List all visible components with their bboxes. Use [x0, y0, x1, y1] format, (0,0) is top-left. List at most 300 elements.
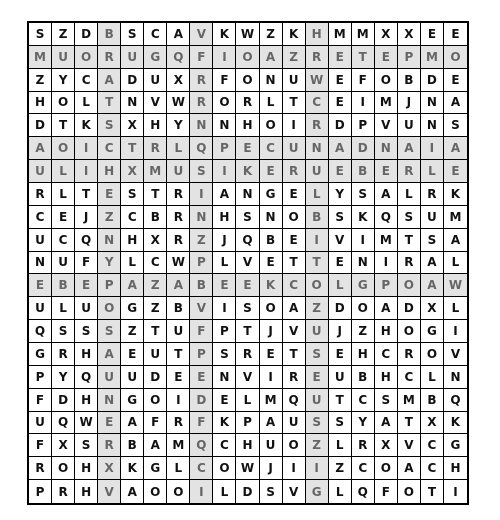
grid-cell[interactable]: V [283, 320, 306, 343]
grid-cell[interactable]: X [52, 434, 75, 457]
grid-cell[interactable]: S [213, 343, 236, 366]
grid-cell[interactable]: U [144, 69, 167, 92]
grid-cell[interactable]: I [306, 229, 329, 252]
grid-cell[interactable]: D [329, 297, 352, 320]
grid-cell[interactable]: R [98, 46, 121, 69]
grid-cell[interactable]: K [236, 160, 259, 183]
grid-cell[interactable]: X [121, 114, 144, 137]
grid-cell[interactable]: Q [283, 389, 306, 412]
grid-cell[interactable]: H [375, 366, 398, 389]
grid-cell[interactable]: R [52, 343, 75, 366]
grid-cell[interactable]: Y [352, 412, 375, 435]
grid-cell[interactable]: Y [52, 366, 75, 389]
grid-cell[interactable]: U [260, 434, 283, 457]
grid-cell[interactable]: V [236, 252, 259, 275]
grid-cell[interactable]: E [421, 23, 444, 46]
grid-cell[interactable]: V [375, 114, 398, 137]
grid-cell[interactable]: I [213, 160, 236, 183]
grid-cell[interactable]: C [75, 69, 98, 92]
grid-cell[interactable]: S [75, 434, 98, 457]
grid-cell[interactable]: I [283, 114, 306, 137]
grid-cell[interactable]: S [444, 114, 467, 137]
grid-cell[interactable]: P [213, 320, 236, 343]
grid-cell[interactable]: I [213, 297, 236, 320]
grid-cell[interactable]: W [306, 69, 329, 92]
grid-cell[interactable]: I [352, 92, 375, 115]
grid-cell[interactable]: E [329, 46, 352, 69]
grid-cell[interactable]: A [144, 434, 167, 457]
grid-cell[interactable]: S [75, 320, 98, 343]
grid-cell[interactable]: E [329, 252, 352, 275]
grid-cell[interactable]: N [260, 206, 283, 229]
grid-cell[interactable]: O [260, 297, 283, 320]
grid-cell[interactable]: E [375, 160, 398, 183]
grid-cell[interactable]: A [375, 297, 398, 320]
grid-cell[interactable]: X [121, 160, 144, 183]
grid-cell[interactable]: O [144, 480, 167, 503]
grid-cell[interactable]: Q [52, 412, 75, 435]
grid-cell[interactable]: I [190, 480, 213, 503]
grid-cell[interactable]: L [306, 183, 329, 206]
grid-cell[interactable]: H [444, 457, 467, 480]
grid-cell[interactable]: U [306, 389, 329, 412]
grid-cell[interactable]: X [167, 69, 190, 92]
grid-cell[interactable]: N [236, 183, 259, 206]
grid-cell[interactable]: P [213, 137, 236, 160]
grid-cell[interactable]: Z [306, 434, 329, 457]
grid-cell[interactable]: E [236, 274, 259, 297]
grid-cell[interactable]: K [213, 23, 236, 46]
grid-cell[interactable]: E [98, 183, 121, 206]
grid-cell[interactable]: L [398, 183, 421, 206]
grid-cell[interactable]: Y [52, 69, 75, 92]
grid-cell[interactable]: L [75, 92, 98, 115]
grid-cell[interactable]: G [352, 274, 375, 297]
grid-cell[interactable]: V [190, 23, 213, 46]
grid-cell[interactable]: E [260, 343, 283, 366]
grid-cell[interactable]: Z [121, 320, 144, 343]
grid-cell[interactable]: N [421, 114, 444, 137]
grid-cell[interactable]: N [190, 206, 213, 229]
grid-cell[interactable]: T [329, 389, 352, 412]
grid-cell[interactable]: U [29, 160, 52, 183]
grid-cell[interactable]: S [398, 206, 421, 229]
grid-cell[interactable]: U [283, 412, 306, 435]
grid-cell[interactable]: J [329, 320, 352, 343]
grid-cell[interactable]: W [236, 457, 259, 480]
grid-cell[interactable]: T [283, 252, 306, 275]
grid-cell[interactable]: F [213, 69, 236, 92]
grid-cell[interactable]: R [29, 183, 52, 206]
grid-cell[interactable]: C [375, 343, 398, 366]
grid-cell[interactable]: O [167, 480, 190, 503]
grid-cell[interactable]: N [260, 69, 283, 92]
grid-cell[interactable]: O [398, 480, 421, 503]
grid-cell[interactable]: F [75, 252, 98, 275]
grid-cell[interactable]: S [306, 343, 329, 366]
grid-cell[interactable]: T [306, 252, 329, 275]
grid-cell[interactable]: A [444, 229, 467, 252]
grid-cell[interactable]: O [375, 457, 398, 480]
grid-cell[interactable]: X [421, 412, 444, 435]
grid-cell[interactable]: O [75, 46, 98, 69]
grid-cell[interactable]: E [213, 274, 236, 297]
grid-cell[interactable]: M [352, 23, 375, 46]
grid-cell[interactable]: B [421, 389, 444, 412]
grid-cell[interactable]: N [121, 92, 144, 115]
grid-cell[interactable]: O [283, 434, 306, 457]
grid-cell[interactable]: S [260, 480, 283, 503]
grid-cell[interactable]: W [167, 92, 190, 115]
grid-cell[interactable]: T [398, 229, 421, 252]
grid-cell[interactable]: L [213, 480, 236, 503]
grid-cell[interactable]: F [144, 412, 167, 435]
grid-cell[interactable]: B [52, 274, 75, 297]
grid-cell[interactable]: R [190, 92, 213, 115]
grid-cell[interactable]: X [98, 457, 121, 480]
grid-cell[interactable]: V [398, 434, 421, 457]
grid-cell[interactable]: E [444, 23, 467, 46]
grid-cell[interactable]: E [444, 69, 467, 92]
grid-cell[interactable]: O [421, 343, 444, 366]
grid-cell[interactable]: S [121, 183, 144, 206]
grid-cell[interactable]: K [260, 274, 283, 297]
grid-cell[interactable]: I [375, 252, 398, 275]
grid-cell[interactable]: L [444, 252, 467, 275]
grid-cell[interactable]: C [29, 206, 52, 229]
grid-cell[interactable]: U [306, 320, 329, 343]
grid-cell[interactable]: T [398, 412, 421, 435]
grid-cell[interactable]: R [283, 160, 306, 183]
grid-cell[interactable]: L [444, 297, 467, 320]
grid-cell[interactable]: S [121, 23, 144, 46]
grid-cell[interactable]: N [213, 114, 236, 137]
grid-cell[interactable]: S [375, 389, 398, 412]
grid-cell[interactable]: L [329, 274, 352, 297]
grid-cell[interactable]: S [190, 160, 213, 183]
grid-cell[interactable]: G [421, 320, 444, 343]
grid-cell[interactable]: N [306, 137, 329, 160]
grid-cell[interactable]: O [98, 297, 121, 320]
grid-cell[interactable]: A [29, 137, 52, 160]
grid-cell[interactable]: S [329, 412, 352, 435]
grid-cell[interactable]: B [352, 160, 375, 183]
grid-cell[interactable]: M [398, 389, 421, 412]
grid-cell[interactable]: V [283, 480, 306, 503]
grid-cell[interactable]: T [421, 480, 444, 503]
grid-cell[interactable]: O [283, 206, 306, 229]
grid-cell[interactable]: M [375, 229, 398, 252]
grid-cell[interactable]: L [213, 252, 236, 275]
grid-cell[interactable]: A [444, 137, 467, 160]
grid-cell[interactable]: E [329, 160, 352, 183]
grid-cell[interactable]: B [167, 297, 190, 320]
grid-cell[interactable]: N [444, 366, 467, 389]
grid-cell[interactable]: R [167, 206, 190, 229]
grid-cell[interactable]: O [260, 114, 283, 137]
grid-cell[interactable]: I [453, 484, 458, 499]
grid-cell[interactable]: G [144, 46, 167, 69]
grid-cell[interactable]: H [236, 114, 259, 137]
grid-cell[interactable]: A [98, 69, 121, 92]
grid-cell[interactable]: E [283, 229, 306, 252]
grid-cell[interactable]: H [121, 229, 144, 252]
grid-cell[interactable]: J [213, 229, 236, 252]
grid-cell[interactable]: W [167, 252, 190, 275]
grid-cell[interactable]: C [190, 457, 213, 480]
grid-cell[interactable]: A [98, 343, 121, 366]
grid-cell[interactable]: T [167, 343, 190, 366]
grid-cell[interactable]: L [329, 434, 352, 457]
grid-cell[interactable]: Q [352, 480, 375, 503]
grid-cell[interactable]: U [329, 366, 352, 389]
grid-cell[interactable]: R [236, 343, 259, 366]
grid-cell[interactable]: A [283, 297, 306, 320]
grid-cell[interactable]: L [167, 457, 190, 480]
grid-cell[interactable]: T [283, 343, 306, 366]
grid-cell[interactable]: U [167, 160, 190, 183]
grid-cell[interactable]: A [398, 457, 421, 480]
grid-cell[interactable]: U [398, 114, 421, 137]
grid-cell[interactable]: A [421, 274, 444, 297]
grid-cell[interactable]: W [236, 23, 259, 46]
grid-cell[interactable]: R [167, 183, 190, 206]
grid-cell[interactable]: U [306, 160, 329, 183]
grid-cell[interactable]: Q [167, 46, 190, 69]
grid-cell[interactable]: T [52, 114, 75, 137]
grid-cell[interactable]: N [352, 252, 375, 275]
grid-cell[interactable]: K [75, 114, 98, 137]
grid-cell[interactable]: D [190, 389, 213, 412]
grid-cell[interactable]: J [260, 457, 283, 480]
grid-cell[interactable]: Z [306, 297, 329, 320]
grid-cell[interactable]: F [190, 320, 213, 343]
grid-cell[interactable]: F [352, 69, 375, 92]
grid-cell[interactable]: S [352, 183, 375, 206]
grid-cell[interactable]: T [121, 137, 144, 160]
grid-cell[interactable]: O [306, 274, 329, 297]
grid-cell[interactable]: I [260, 366, 283, 389]
grid-cell[interactable]: R [398, 252, 421, 275]
grid-cell[interactable]: B [260, 229, 283, 252]
grid-cell[interactable]: C [121, 206, 144, 229]
grid-cell[interactable]: O [398, 320, 421, 343]
grid-cell[interactable]: T [144, 183, 167, 206]
grid-cell[interactable]: Y [329, 183, 352, 206]
grid-cell[interactable]: A [121, 480, 144, 503]
grid-cell[interactable]: I [75, 160, 98, 183]
grid-cell[interactable]: H [236, 434, 259, 457]
grid-cell[interactable]: X [375, 434, 398, 457]
grid-cell[interactable]: M [329, 23, 352, 46]
grid-cell[interactable]: L [121, 252, 144, 275]
grid-cell[interactable]: C [306, 92, 329, 115]
grid-cell[interactable]: R [52, 480, 75, 503]
grid-cell[interactable]: B [144, 206, 167, 229]
grid-cell[interactable]: V [444, 343, 467, 366]
grid-cell[interactable]: R [190, 69, 213, 92]
grid-cell[interactable]: E [283, 183, 306, 206]
grid-cell[interactable]: O [213, 457, 236, 480]
grid-cell[interactable]: B [121, 434, 144, 457]
grid-cell[interactable]: O [52, 137, 75, 160]
grid-cell[interactable]: T [283, 92, 306, 115]
grid-cell[interactable]: F [190, 46, 213, 69]
grid-cell[interactable]: K [213, 412, 236, 435]
grid-cell[interactable]: U [283, 137, 306, 160]
grid-cell[interactable]: G [144, 457, 167, 480]
grid-cell[interactable]: N [98, 389, 121, 412]
grid-cell[interactable]: I [352, 229, 375, 252]
grid-cell[interactable]: X [421, 297, 444, 320]
grid-cell[interactable]: L [236, 389, 259, 412]
grid-cell[interactable]: Q [29, 320, 52, 343]
grid-cell[interactable]: Q [75, 366, 98, 389]
grid-cell[interactable]: S [236, 206, 259, 229]
grid-cell[interactable]: V [98, 480, 121, 503]
grid-cell[interactable]: P [98, 274, 121, 297]
grid-cell[interactable]: S [52, 320, 75, 343]
grid-cell[interactable]: E [444, 160, 467, 183]
grid-cell[interactable]: P [29, 480, 52, 503]
grid-cell[interactable]: S [98, 320, 121, 343]
grid-cell[interactable]: Z [190, 229, 213, 252]
grid-cell[interactable]: G [306, 480, 329, 503]
grid-cell[interactable]: M [29, 46, 52, 69]
grid-cell[interactable]: E [260, 252, 283, 275]
grid-cell[interactable]: U [29, 297, 52, 320]
grid-cell[interactable]: Y [98, 252, 121, 275]
grid-cell[interactable]: E [29, 274, 52, 297]
grid-cell[interactable]: T [352, 46, 375, 69]
grid-cell[interactable]: V [329, 229, 352, 252]
grid-cell[interactable]: R [306, 46, 329, 69]
grid-cell[interactable]: O [398, 274, 421, 297]
grid-cell[interactable]: Z [52, 23, 75, 46]
grid-cell[interactable]: H [375, 320, 398, 343]
grid-cell[interactable]: D [421, 69, 444, 92]
grid-cell[interactable]: H [144, 114, 167, 137]
grid-cell[interactable]: Z [352, 320, 375, 343]
grid-cell[interactable]: R [167, 412, 190, 435]
grid-cell[interactable]: M [421, 46, 444, 69]
grid-cell[interactable]: I [190, 183, 213, 206]
grid-cell[interactable]: K [283, 23, 306, 46]
grid-cell[interactable]: O [236, 69, 259, 92]
grid-cell[interactable]: Q [190, 137, 213, 160]
grid-cell[interactable]: O [352, 297, 375, 320]
grid-cell[interactable]: E [52, 206, 75, 229]
grid-cell[interactable]: L [52, 160, 75, 183]
grid-cell[interactable]: H [75, 343, 98, 366]
grid-cell[interactable]: F [29, 389, 52, 412]
grid-cell[interactable]: C [144, 252, 167, 275]
grid-cell[interactable]: D [236, 480, 259, 503]
grid-cell[interactable]: J [75, 206, 98, 229]
grid-cell[interactable]: H [213, 206, 236, 229]
grid-cell[interactable]: Q [444, 389, 467, 412]
grid-cell[interactable]: H [352, 343, 375, 366]
grid-cell[interactable]: C [213, 434, 236, 457]
grid-cell[interactable]: K [121, 457, 144, 480]
grid-cell[interactable]: N [375, 137, 398, 160]
grid-cell[interactable]: P [190, 343, 213, 366]
grid-cell[interactable]: A [121, 274, 144, 297]
grid-cell[interactable]: O [52, 92, 75, 115]
grid-cell[interactable]: D [75, 23, 98, 46]
grid-cell[interactable]: H [75, 389, 98, 412]
grid-cell[interactable]: U [421, 206, 444, 229]
grid-cell[interactable]: A [260, 412, 283, 435]
grid-cell[interactable]: E [167, 366, 190, 389]
grid-cell[interactable]: M [375, 92, 398, 115]
grid-cell[interactable]: C [421, 457, 444, 480]
grid-cell[interactable]: S [329, 206, 352, 229]
grid-cell[interactable]: Z [260, 23, 283, 46]
grid-cell[interactable]: V [190, 297, 213, 320]
grid-cell[interactable]: H [75, 480, 98, 503]
grid-cell[interactable]: Z [329, 457, 352, 480]
grid-cell[interactable]: T [75, 183, 98, 206]
grid-cell[interactable]: A [260, 46, 283, 69]
grid-cell[interactable]: P [29, 366, 52, 389]
grid-cell[interactable]: L [52, 183, 75, 206]
grid-cell[interactable]: T [98, 92, 121, 115]
grid-cell[interactable]: Z [29, 69, 52, 92]
grid-cell[interactable]: U [167, 320, 190, 343]
grid-cell[interactable]: N [213, 366, 236, 389]
grid-cell[interactable]: D [144, 366, 167, 389]
grid-cell[interactable]: M [144, 160, 167, 183]
grid-cell[interactable]: O [236, 46, 259, 69]
grid-cell[interactable]: D [352, 137, 375, 160]
grid-cell[interactable]: A [375, 183, 398, 206]
grid-cell[interactable]: Z [144, 297, 167, 320]
grid-cell[interactable]: I [75, 137, 98, 160]
grid-cell[interactable]: E [213, 389, 236, 412]
grid-cell[interactable]: H [98, 160, 121, 183]
grid-cell[interactable]: B [190, 274, 213, 297]
grid-cell[interactable]: P [398, 46, 421, 69]
grid-cell[interactable]: W [444, 274, 467, 297]
grid-cell[interactable]: Y [167, 114, 190, 137]
grid-cell[interactable]: O [52, 457, 75, 480]
grid-cell[interactable]: G [260, 183, 283, 206]
grid-cell[interactable]: A [398, 137, 421, 160]
grid-cell[interactable]: N [29, 252, 52, 275]
grid-cell[interactable]: O [444, 46, 467, 69]
grid-cell[interactable]: C [352, 389, 375, 412]
grid-cell[interactable]: T [144, 320, 167, 343]
grid-cell[interactable]: S [29, 23, 52, 46]
grid-cell[interactable]: L [421, 160, 444, 183]
grid-cell[interactable]: H [306, 23, 329, 46]
grid-cell[interactable]: E [260, 160, 283, 183]
grid-cell[interactable]: P [375, 274, 398, 297]
grid-cell[interactable]: E [306, 366, 329, 389]
grid-cell[interactable]: E [329, 92, 352, 115]
grid-cell[interactable]: R [144, 137, 167, 160]
grid-cell[interactable]: U [283, 69, 306, 92]
grid-cell[interactable]: I [213, 46, 236, 69]
grid-cell[interactable]: B [306, 206, 329, 229]
grid-cell[interactable]: Q [190, 434, 213, 457]
grid-cell[interactable]: F [29, 434, 52, 457]
grid-cell[interactable]: I [421, 137, 444, 160]
grid-cell[interactable]: P [190, 252, 213, 275]
grid-cell[interactable]: O [375, 69, 398, 92]
grid-cell[interactable]: A [329, 137, 352, 160]
